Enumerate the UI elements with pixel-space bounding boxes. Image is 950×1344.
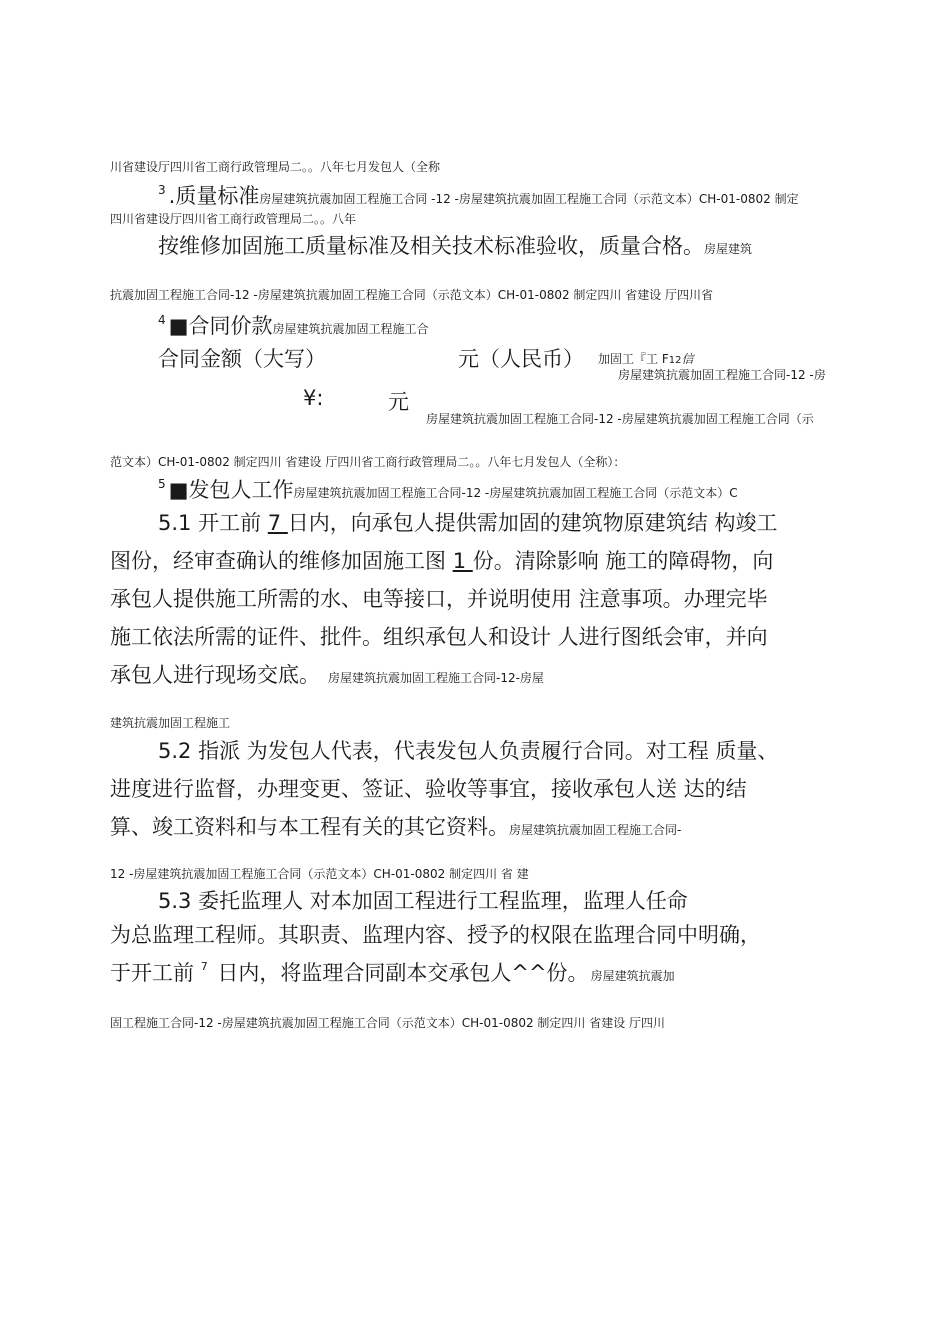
body-text: 于开工前	[110, 961, 201, 985]
filled-blank: 7	[267, 511, 288, 535]
body-text: 日内，向承包人提供需加固的建筑物原建筑结 构竣工	[287, 511, 778, 535]
clause-5-1-line: 承包人提供施工所需的水、电等接口，并说明使用 注意事项。办理完毕	[110, 587, 768, 611]
clause-5-1-line	[158, 507, 777, 537]
body-text: 图份，经审查确认的维修加固施工图	[110, 549, 453, 573]
clause-5-3-line: 5.3 委托监理人 对本加固工程进行工程监理，监理人任命	[158, 889, 688, 913]
footer-fragment-line: 川省建设厅四川省工商行政管理局二。。八年七月发包人（全称	[110, 160, 441, 174]
fragment-subscript: 12	[668, 355, 682, 366]
yuan-symbol: ¥:	[303, 386, 324, 410]
footer-fragment: 房屋建筑抗震加	[590, 969, 675, 983]
body-text: 承包人进行现场交底。	[110, 663, 320, 687]
footer-fragment: 房屋建筑抗震加固工程施工合同-12-房屋	[328, 671, 544, 685]
body-text: 按维修加固施工质量标准及相关技术标准验收，质量合格。	[158, 234, 704, 258]
footer-fragment: 房屋建筑抗震加固工程施工合	[272, 322, 429, 336]
yuan-unit: 元	[388, 390, 409, 414]
section-number: 3	[158, 183, 166, 197]
fragment-text: 信	[681, 352, 694, 366]
clause-5-2-line	[110, 811, 681, 841]
contract-amount-label: 合同金额（大写）	[158, 347, 326, 371]
clause-5-3-line	[110, 957, 675, 987]
footer-fragment-line: 范文本）CH-01-0802 制定四川 省建设 厅四川省工商行政管理局二。。八年七月发包人（全称）：	[110, 455, 626, 469]
garbled-fragment	[598, 350, 693, 367]
section-number: 4	[158, 313, 166, 327]
footer-fragment-line: 抗震加固工程施工合同-12 -房屋建筑抗震加固工程施工合同（示范文本）CH-01-0802 制定四川 省建设 厅四川省	[110, 288, 714, 302]
footer-fragment: 房屋建筑抗震加固工程施工合同 -12 -房屋建筑抗震加固工程施工合同（示范文本）CH-01-0802 制定	[259, 192, 799, 206]
section-title: ■发包人工作	[168, 478, 294, 502]
section-4-heading	[158, 310, 429, 340]
filled-blank: 1	[452, 549, 473, 573]
body-text: 5.1 开工前	[158, 511, 268, 535]
footer-fragment-line: 12 -房屋建筑抗震加固工程施工合同（示范文本）CH-01-0802 制定四川 省 建	[110, 867, 529, 881]
currency-label: 元（人民币）	[458, 347, 584, 371]
body-text: 日内，将监理合同副本交承包人^^份。	[210, 961, 589, 985]
footer-fragment: 房屋建筑	[704, 242, 753, 256]
footer-fragment-line: 房屋建筑抗震加固工程施工合同-12 -房	[618, 368, 826, 382]
quality-paragraph	[158, 230, 752, 260]
clause-5-2-line: 5.2 指派 为发包人代表，代表发包人负责履行合同。对工程 质量、	[158, 739, 779, 763]
superscript-number: 7	[200, 960, 208, 973]
clause-5-1-line	[110, 545, 773, 575]
footer-fragment: 房屋建筑抗震加固工程施工合同-12 -房屋建筑抗震加固工程施工合同（示范文本）C	[293, 486, 738, 500]
clause-5-1-line: 施工依法所需的证件、批件。组织承包人和设计 人进行图纸会审，并向	[110, 625, 768, 649]
footer-fragment: 房屋建筑抗震加固工程施工合同-	[509, 823, 682, 837]
footer-fragment-line: 房屋建筑抗震加固工程施工合同-12 -房屋建筑抗震加固工程施工合同（示	[426, 412, 814, 426]
footer-fragment-line: 固工程施工合同-12 -房屋建筑抗震加固工程施工合同（示范文本）CH-01-0802 制定四川 省建设 厅四川	[110, 1016, 666, 1030]
section-number: 5	[158, 477, 166, 491]
section-title: ■合同价款	[168, 314, 273, 338]
footer-fragment-line: 建筑抗震加固工程施工	[110, 716, 231, 730]
clause-5-2-line: 进度进行监督，办理变更、签证、验收等事宜，接收承包人送 达的结	[110, 777, 747, 801]
body-text: 份。清除影响 施工的障碍物，向	[472, 549, 774, 573]
fragment-text: 加固工『工 F	[598, 352, 669, 366]
section-3-heading	[158, 180, 799, 210]
clause-5-3-line: 为总监理工程师。其职责、监理内容、授予的权限在监理合同中明确，	[110, 923, 761, 947]
section-5-heading	[158, 474, 738, 504]
clause-5-1-line	[110, 659, 544, 689]
body-text: 算、竣工资料和与本工程有关的其它资料。	[110, 815, 509, 839]
footer-fragment-line: 四川省建设厅四川省工商行政管理局二。。八年	[110, 212, 357, 226]
section-title: .质量标准	[168, 184, 260, 208]
